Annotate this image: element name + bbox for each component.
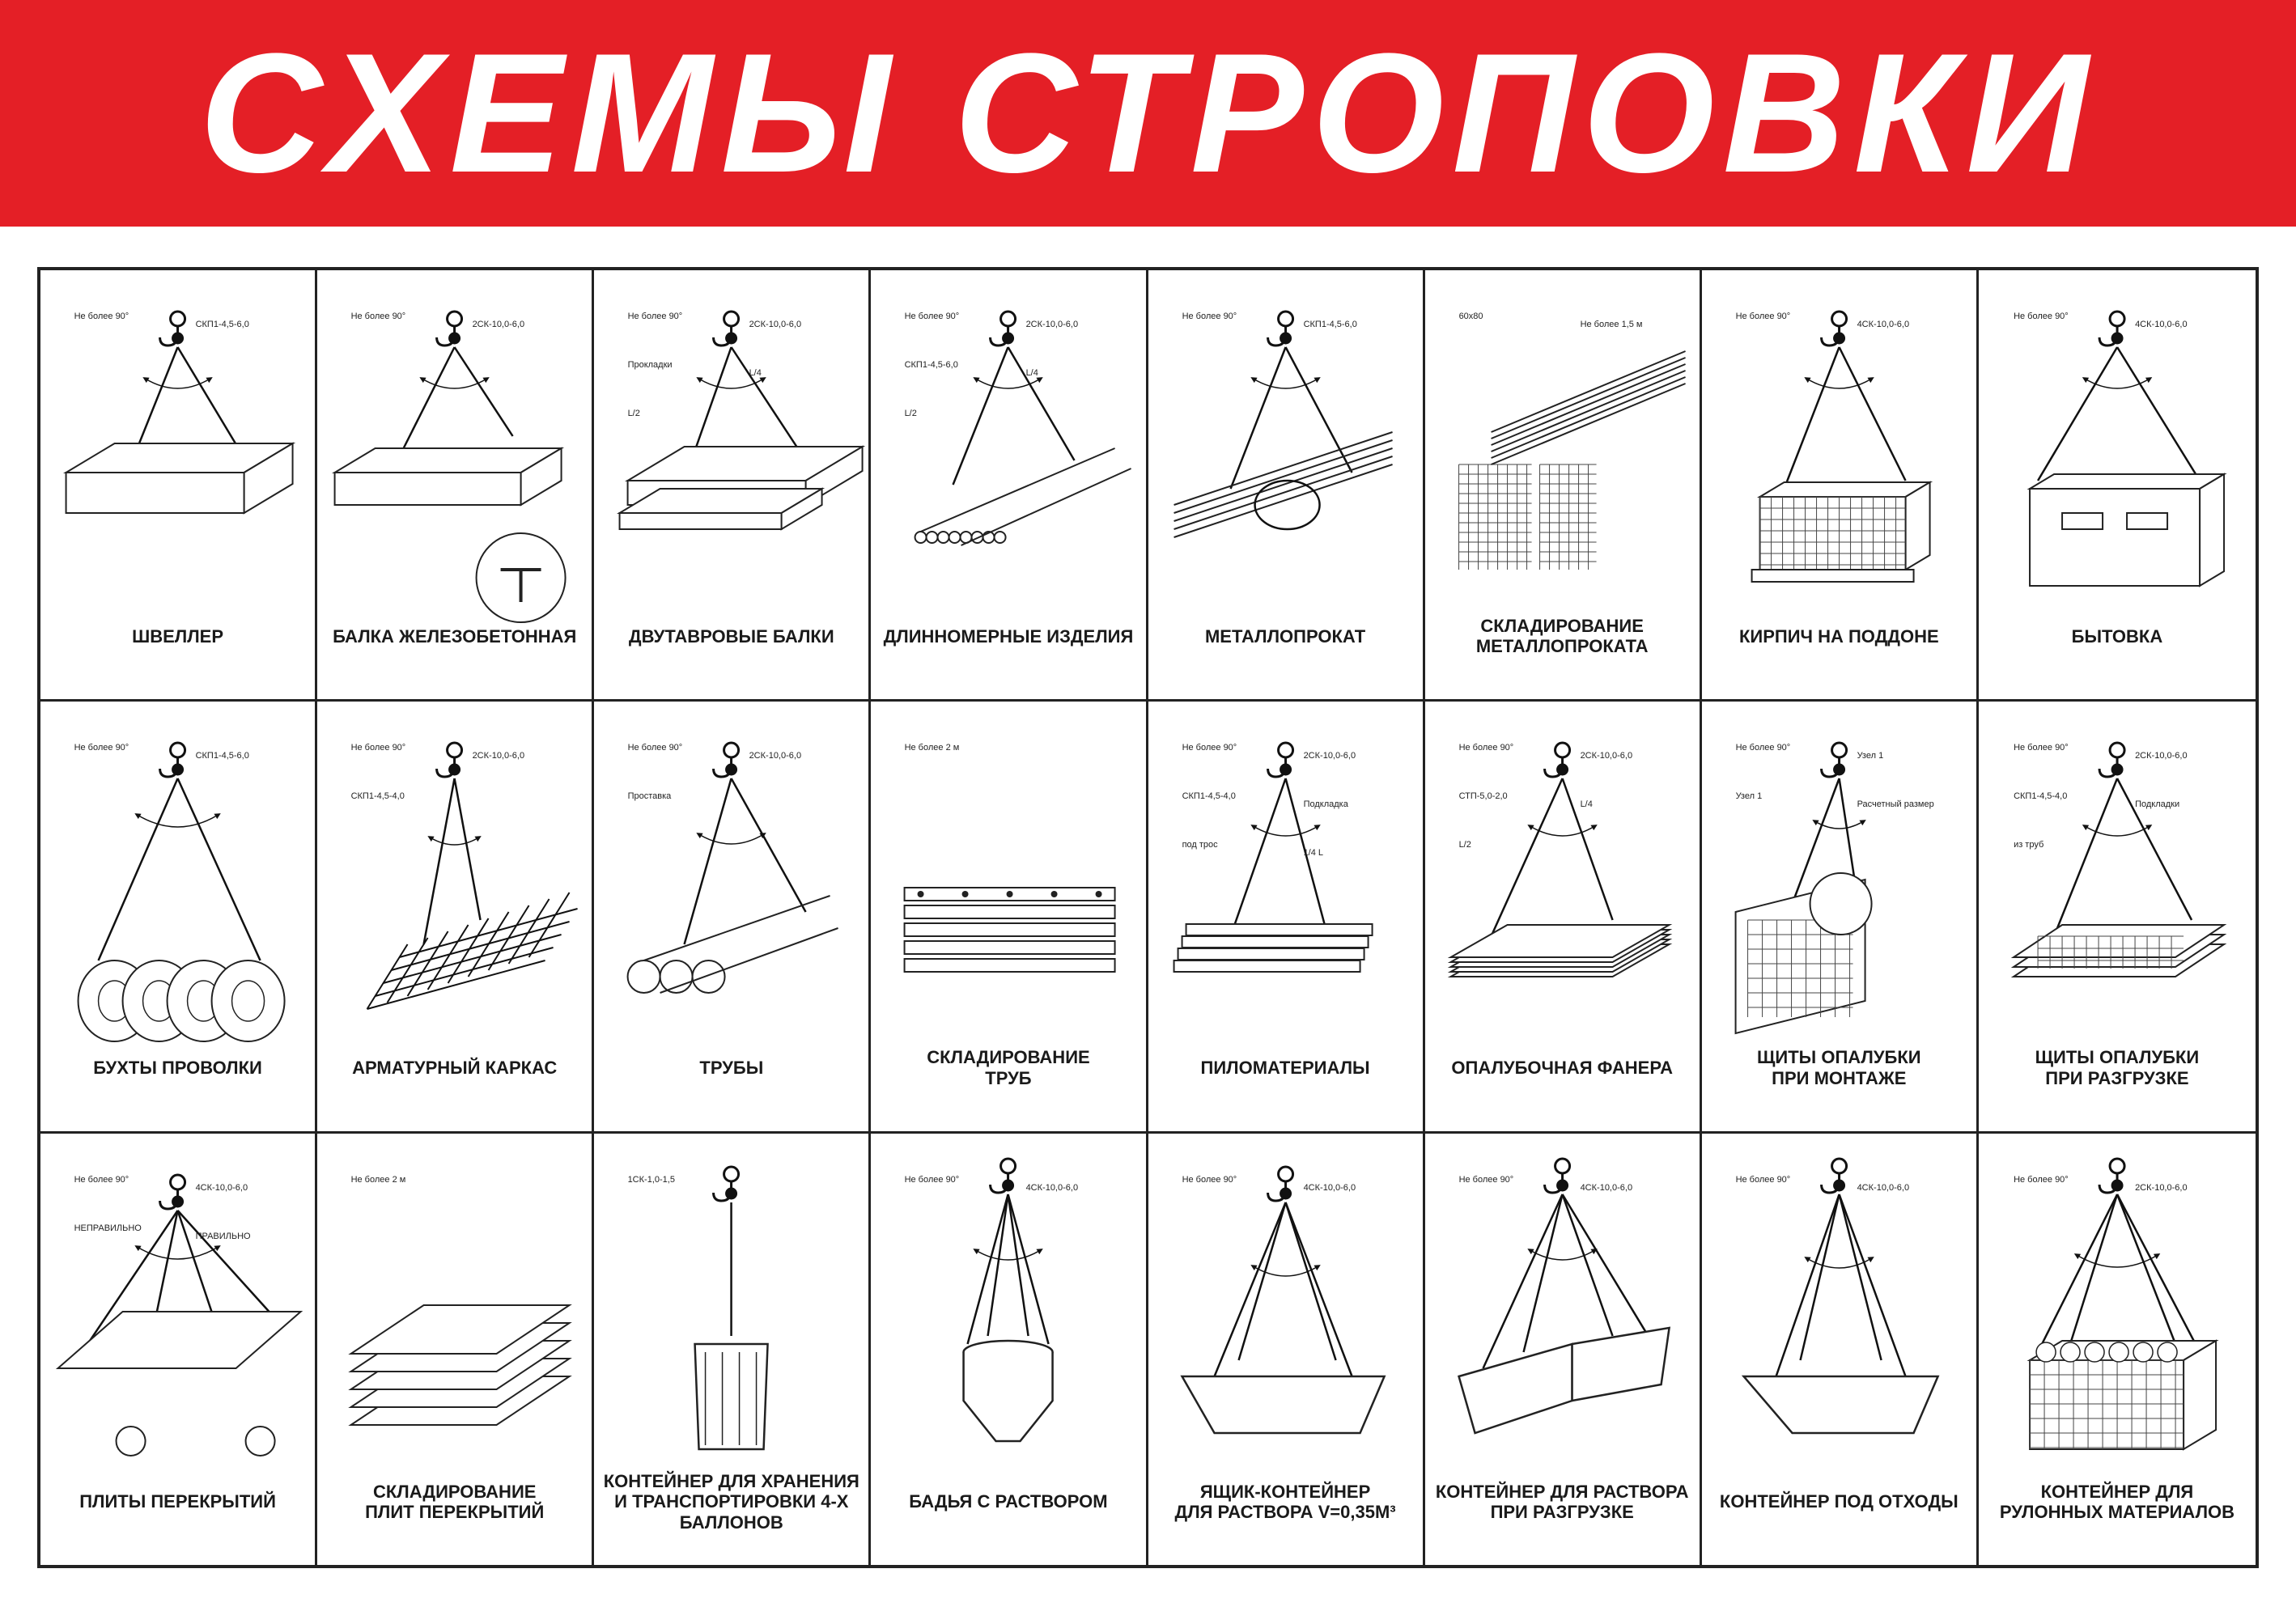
cabin-icon [1979, 270, 2256, 626]
scheme-note: Не более 2 м [904, 743, 960, 753]
scheme-cell [871, 270, 1148, 702]
title-banner [0, 0, 2296, 227]
scheme-note: 4СК-10,0-6,0 [195, 1182, 248, 1193]
scheme-note: L/4 [749, 368, 762, 378]
scheme-label [1155, 1463, 1416, 1541]
rolled-metal-icon [1148, 270, 1423, 626]
scheme-note: 60х80 [1458, 312, 1483, 321]
scheme-note: Не более 90° [904, 312, 960, 321]
scheme-note: 4СК-10,0-6,0 [1580, 1182, 1632, 1193]
scheme-note: Не более 90° [1182, 312, 1237, 321]
scheme-note: 2СК-10,0-6,0 [1580, 751, 1632, 761]
scheme-note: Не более 90° [350, 312, 406, 321]
scheme-label [1708, 1463, 1970, 1541]
scheme-cell [1425, 1134, 1702, 1565]
scheme-note: 2СК-10,0-6,0 [472, 751, 525, 761]
scheme-label [47, 1029, 308, 1107]
scheme-cell [1979, 702, 2256, 1133]
scheme-note: СКП1-4,5-4,0 [350, 791, 405, 802]
scheme-cell [594, 270, 871, 702]
scheme-note: Не более 2 м [350, 1174, 406, 1185]
scheme-note: 2СК-10,0-6,0 [1303, 751, 1356, 761]
scheme-label-text: ТРУБЫ [699, 1058, 764, 1078]
scheme-note: ПРАВИЛЬНО [195, 1231, 251, 1241]
formwork-mount-icon [1702, 702, 1976, 1058]
scheme-label-text: КОНТЕЙНЕР ДЛЯ РУЛОННЫХ МАТЕРИАЛОВ [1999, 1481, 2235, 1522]
scheme-note: СКП1-4,5-4,0 [2013, 791, 2068, 802]
scheme-cell [40, 702, 317, 1133]
scheme-cell [1425, 702, 1702, 1133]
scheme-label [1432, 597, 1693, 675]
scheme-note: 1/4 L [1303, 848, 1323, 859]
scheme-label [1985, 597, 2249, 675]
scheme-note: СКП1-4,5-4,0 [1182, 791, 1236, 802]
scheme-label-text: ШВЕЛЛЕР [132, 625, 223, 647]
scheme-label-text: ДЛИННОМЕРНЫЕ ИЗДЕЛИЯ [883, 625, 1134, 647]
scheme-note: Не более 90° [627, 743, 683, 753]
page-title: СХЕМЫ СТРОПОВКИ [199, 18, 2097, 208]
waste-container-icon [1702, 1134, 1976, 1490]
scheme-note: Не более 90° [627, 312, 683, 321]
scheme-label [324, 1463, 585, 1541]
scheme-label [877, 1029, 1139, 1107]
scheme-cell [1702, 1134, 1979, 1565]
scheme-label-text: КОНТЕЙНЕР ДЛЯ ХРАНЕНИЯ И ТРАНСПОРТИРОВКИ 4-Х БАЛЛОНОВ [603, 1471, 859, 1533]
scheme-cell [1148, 270, 1425, 702]
cylinder-container-icon [594, 1134, 868, 1490]
scheme-label-text: БАДЬЯ С РАСТВОРОМ [909, 1491, 1108, 1512]
scheme-note: из труб [2013, 840, 2044, 850]
scheme-label [601, 1463, 862, 1541]
scheme-label-text: СКЛАДИРОВАНИЕ ПЛИТ ПЕРЕКРЫТИЙ [365, 1481, 545, 1522]
scheme-note: Не более 90° [74, 1174, 129, 1185]
floor-slab-icon [40, 1134, 315, 1490]
mortar-bucket-icon [871, 1134, 1145, 1490]
pipe-storage-icon [871, 702, 1145, 1058]
scheme-note: Узел 1 [1857, 751, 1883, 761]
scheme-note: Не более 90° [1182, 1174, 1237, 1185]
scheme-note: Не более 90° [1458, 743, 1513, 753]
scheme-cell [871, 1134, 1148, 1565]
scheme-label [877, 1463, 1139, 1541]
scheme-label-text: БАЛКА ЖЕЛЕЗОБЕТОННАЯ [333, 625, 577, 647]
i-beams-icon [594, 270, 868, 626]
scheme-note: 2СК-10,0-6,0 [749, 320, 802, 329]
scheme-note: Не более 90° [74, 312, 129, 321]
scheme-note: Прокладки [627, 360, 673, 370]
scheme-label-text: БУХТЫ ПРОВОЛКИ [93, 1058, 262, 1078]
channel-beam-icon [40, 270, 315, 626]
scheme-cell [594, 1134, 871, 1565]
scheme-label [1708, 597, 1970, 675]
scheme-note: СКП1-4,5-6,0 [195, 320, 249, 329]
scheme-note: L/4 [1580, 799, 1593, 810]
scheme-note: 2СК-10,0-6,0 [2134, 751, 2188, 761]
scheme-note: Не более 90° [74, 743, 129, 753]
scheme-note: под трос [1182, 840, 1218, 850]
wire-coils-icon [40, 702, 315, 1058]
scheme-note: Не более 90° [904, 1174, 960, 1185]
scheme-note: Подкладки [2134, 799, 2179, 810]
scheme-label-text: БЫТОВКА [2071, 625, 2163, 647]
scheme-note: Подкладка [1303, 799, 1348, 810]
scheme-cell [871, 702, 1148, 1133]
scheme-note: 4СК-10,0-6,0 [2134, 320, 2188, 329]
roll-container-icon [1979, 1134, 2256, 1490]
scheme-label-text: МЕТАЛЛОПРОКАТ [1204, 625, 1366, 647]
scheme-note: Не более 90° [1458, 1174, 1513, 1185]
rebar-cage-icon [317, 702, 592, 1058]
scheme-cell [317, 702, 594, 1133]
scheme-label-text: АРМАТУРНЫЙ КАРКАС [352, 1058, 558, 1078]
scheme-note: Не более 90° [1182, 743, 1237, 753]
scheme-label [1708, 1029, 1970, 1107]
scheme-label [601, 597, 862, 675]
scheme-cell [40, 1134, 317, 1565]
scheme-label [601, 1029, 862, 1107]
scheme-note: L/2 [904, 409, 918, 418]
scheme-note: Расчетный размер [1857, 799, 1934, 810]
scheme-cell [1425, 270, 1702, 702]
scheme-note: 2СК-10,0-6,0 [2134, 1182, 2188, 1193]
metal-storage-icon [1425, 270, 1700, 626]
scheme-note: 1СК-1,0-1,5 [627, 1174, 676, 1185]
scheme-cell [317, 270, 594, 702]
scheme-note: L/4 [1025, 368, 1039, 378]
scheme-note: L/2 [1458, 840, 1471, 850]
scheme-note: Не более 90° [2013, 1174, 2069, 1185]
scheme-note: Не более 1,5 м [1580, 320, 1643, 329]
long-products-icon [871, 270, 1145, 626]
scheme-note: Не более 90° [1735, 1174, 1790, 1185]
concrete-beam-icon [317, 270, 592, 626]
scheme-note: 4СК-10,0-6,0 [1857, 1182, 1909, 1193]
scheme-label [877, 597, 1139, 675]
scheme-label-text: СКЛАДИРОВАНИЕ МЕТАЛЛОПРОКАТА [1475, 616, 1649, 657]
formwork-unload-icon [1979, 702, 2256, 1058]
scheme-note: 2СК-10,0-6,0 [1025, 320, 1079, 329]
scheme-note: Не более 90° [2013, 743, 2069, 753]
scheme-note: 4СК-10,0-6,0 [1857, 320, 1909, 329]
scheme-cell [1148, 1134, 1425, 1565]
scheme-label-text: ЯЩИК-КОНТЕЙНЕР ДЛЯ РАСТВОРА V=0,35М³ [1174, 1481, 1396, 1522]
scheme-label-text: КИРПИЧ НА ПОДДОНЕ [1738, 625, 1939, 647]
scheme-note: 2СК-10,0-6,0 [749, 751, 802, 761]
scheme-label [47, 597, 308, 675]
scheme-cell [1148, 702, 1425, 1133]
scheme-note: Узел 1 [1735, 791, 1762, 802]
scheme-label [324, 597, 585, 675]
scheme-label [1985, 1029, 2249, 1107]
plywood-icon [1425, 702, 1700, 1058]
scheme-cell [1702, 702, 1979, 1133]
mortar-box-icon [1148, 1134, 1423, 1490]
scheme-label [1985, 1463, 2249, 1541]
rigging-schemes-grid [37, 267, 2259, 1568]
scheme-label-text: ОПАЛУБОЧНАЯ ФАНЕРА [1451, 1058, 1673, 1078]
scheme-note: 2СК-10,0-6,0 [472, 320, 525, 329]
pipes-icon [594, 702, 868, 1058]
scheme-note: СКП1-4,5-6,0 [904, 360, 959, 370]
scheme-label [1155, 1029, 1416, 1107]
scheme-label-text: ЩИТЫ ОПАЛУБКИ ПРИ РАЗГРУЗКЕ [2035, 1047, 2200, 1088]
scheme-note: Не более 90° [1735, 743, 1790, 753]
scheme-label [324, 1029, 585, 1107]
scheme-note: 4СК-10,0-6,0 [1025, 1182, 1079, 1193]
scheme-cell [40, 270, 317, 702]
scheme-note: СКП1-4,5-6,0 [195, 751, 249, 761]
scheme-note: НЕПРАВИЛЬНО [74, 1223, 142, 1233]
slab-storage-icon [317, 1134, 592, 1490]
scheme-note: СКП1-4,5-6,0 [1303, 320, 1357, 329]
scheme-cell [1702, 270, 1979, 702]
brick-pallet-icon [1702, 270, 1976, 626]
scheme-label-text: КОНТЕЙНЕР ПОД ОТХОДЫ [1719, 1491, 1959, 1512]
scheme-label-text: ПИЛОМАТЕРИАЛЫ [1200, 1058, 1370, 1078]
scheme-label [1155, 597, 1416, 675]
scheme-note: Не более 90° [1735, 312, 1790, 321]
scheme-label [1432, 1463, 1693, 1541]
scheme-note: СТП-5,0-2,0 [1458, 791, 1508, 802]
scheme-cell [1979, 270, 2256, 702]
scheme-note: Не более 90° [2013, 312, 2069, 321]
scheme-label-text: СКЛАДИРОВАНИЕ ТРУБ [927, 1047, 1090, 1088]
scheme-note: L/2 [627, 409, 641, 418]
scheme-label-text: ПЛИТЫ ПЕРЕКРЫТИЙ [79, 1491, 276, 1512]
scheme-note: Не более 90° [350, 743, 406, 753]
scheme-cell [594, 702, 871, 1133]
scheme-note: 4СК-10,0-6,0 [1303, 1182, 1356, 1193]
scheme-label-text: ДВУТАВРОВЫЕ БАЛКИ [628, 625, 834, 647]
scheme-cell [1979, 1134, 2256, 1565]
scheme-label-text: КОНТЕЙНЕР ДЛЯ РАСТВОРА ПРИ РАЗГРУЗКЕ [1435, 1481, 1689, 1522]
scheme-note: Проставка [627, 791, 672, 802]
scheme-label [1432, 1029, 1693, 1107]
scheme-label [47, 1463, 308, 1541]
lumber-icon [1148, 702, 1423, 1058]
scheme-cell [317, 1134, 594, 1565]
scheme-label-text: ЩИТЫ ОПАЛУБКИ ПРИ МОНТАЖЕ [1757, 1047, 1921, 1088]
mortar-container-icon [1425, 1134, 1700, 1490]
